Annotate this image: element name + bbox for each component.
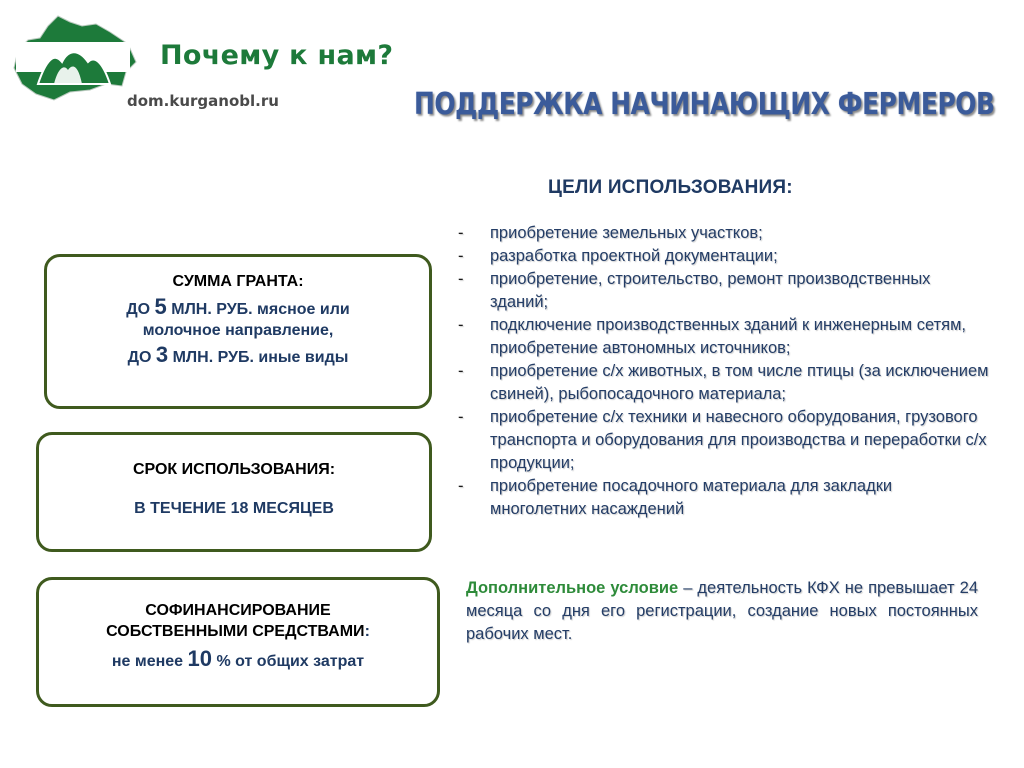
grant-amount-5: 5 <box>154 294 167 319</box>
list-item: - приобретение посадочного материала для закладки многолетних насаждений <box>458 477 893 518</box>
cofinancing-heading-1: СОФИНАНСИРОВАНИЕ <box>145 602 331 619</box>
additional-condition-label: Дополнительное условие <box>466 579 679 597</box>
list-item: - подключение производственных зданий к инженерным сетям, приобретение автономных источников; <box>458 316 967 357</box>
cofinancing-value: не менее 10 % от общих затрат <box>111 646 365 671</box>
list-item: - приобретение земельных участков; <box>458 224 763 242</box>
cofinancing-box <box>36 577 440 707</box>
grant-amount-box <box>44 254 432 409</box>
site-url[interactable]: dom.kurganobl.ru <box>127 92 279 110</box>
term-value: В ТЕЧЕНИЕ 18 МЕСЯЦЕВ <box>134 500 334 517</box>
additional-condition-text: – деятельность КФХ не превышает 24 месяца со дня его регистрации, создание новых постоянных рабочих мест. <box>466 579 978 643</box>
region-map-logo <box>10 10 140 102</box>
grant-line-2: молочное направление, <box>142 322 334 339</box>
additional-condition <box>466 577 978 646</box>
grant-amount-3: 3 <box>155 342 169 367</box>
usage-term-box <box>36 432 432 552</box>
tagline: Почему к нам? <box>160 40 394 71</box>
page-title: ПОДДЕРЖКА НАЧИНАЮЩИХ ФЕРМЕРОВ <box>414 87 995 122</box>
list-item: - разработка проектной документации; <box>458 247 778 265</box>
cofinancing-heading-2: СОБСТВЕННЫМИ СРЕДСТВАМИ: <box>106 623 370 640</box>
list-item: - приобретение, строительство, ремонт производственных зданий; <box>458 270 931 311</box>
list-item: - приобретение с/х животных, в том числе птицы (за исключением свиней), рыбопосадочного материала; <box>458 362 989 403</box>
list-item: - приобретение с/х техники и навесного оборудования, грузового транспорта и оборудования для производства и переработки с/х продукции; <box>458 408 987 472</box>
cofinancing-amount: 10 <box>187 646 213 671</box>
term-heading: СРОК ИСПОЛЬЗОВАНИЯ: <box>132 461 336 478</box>
grant-line-3: ДО 3 МЛН. РУБ. иные виды <box>127 342 349 367</box>
grant-heading: СУММА ГРАНТА: <box>172 273 304 290</box>
goals-list <box>458 222 993 521</box>
grant-line-1: ДО 5 МЛН. РУБ. мясное или <box>126 294 350 319</box>
goals-title: ЦЕЛИ ИСПОЛЬЗОВАНИЯ: <box>548 177 793 198</box>
